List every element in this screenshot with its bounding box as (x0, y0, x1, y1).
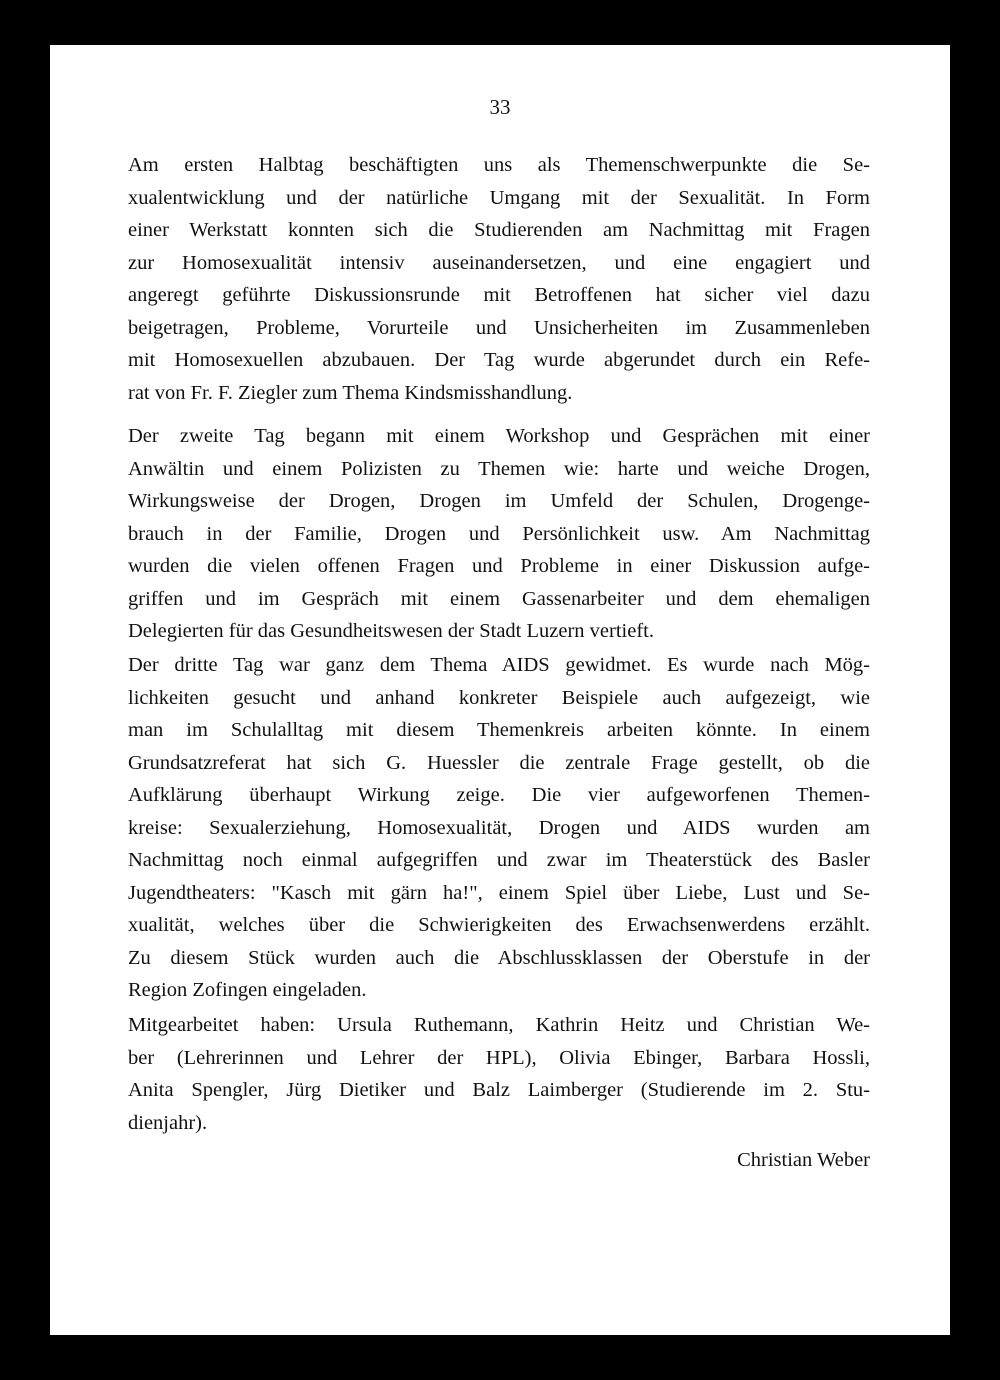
text-line: Grundsatzreferat hat sich G. Huessler die zentrale Frage gestellt, ob die (128, 751, 870, 774)
text-line: angeregt geführte Diskussionsrunde mit Betroffenen hat sicher viel dazu (128, 284, 870, 306)
text-line: lichkeiten gesucht und anhand konkreter Beispiele auch aufgezeigt, wie (128, 686, 870, 709)
text-line: man im Schulalltag mit diesem Themenkreis arbeiten könnte. In einem (128, 719, 870, 741)
text-line: Region Zofingen eingeladen. (128, 979, 367, 1001)
text-line: beigetragen, Probleme, Vorurteile und Unsicherheiten im Zusammenleben (128, 316, 870, 339)
text-line: Mitgearbeitet haben: Ursula Ruthemann, Kathrin Heitz und Christian We- (128, 1014, 870, 1036)
text-line: griffen und im Gespräch mit einem Gassenarbeiter und dem ehemaligen (128, 587, 870, 610)
paragraph-day-three (128, 649, 870, 1007)
paragraph-day-one (128, 149, 870, 409)
text-line: Delegierten für das Gesundheitswesen der Stadt Luzern vertieft. (128, 620, 654, 642)
text-line: xualität, welches über die Schwierigkeiten des Erwachsenwerdens erzählt. (128, 914, 870, 936)
text-line: rat von Fr. F. Ziegler zum Thema Kindsmisshandlung. (128, 381, 573, 404)
text-line: Anita Spengler, Jürg Dietiker und Balz Laimberger (Studierende im 2. Stu- (128, 1079, 870, 1101)
text-line: ber (Lehrerinnen und Lehrer der HPL), Olivia Ebinger, Barbara Hossli, (128, 1046, 870, 1069)
text-line: wurden die vielen offenen Fragen und Probleme in einer Diskussion aufge- (128, 555, 870, 577)
text-line: Nachmittag noch einmal aufgegriffen und zwar im Theaterstück des Basler (128, 849, 870, 871)
text-line: zur Homosexualität intensiv auseinandersetzen, und eine engagiert und (128, 251, 870, 274)
text-line: Aufklärung überhaupt Wirkung zeige. Die vier aufgeworfenen Themen- (128, 784, 870, 806)
text-line: Am ersten Halbtag beschäftigten uns als Themenschwerpunkte die Se- (128, 154, 870, 176)
text-line: mit Homosexuellen abzubauen. Der Tag wurde abgerundet durch ein Refe- (128, 349, 870, 371)
text-line: Anwältin und einem Polizisten zu Themen wie: harte und weiche Drogen, (128, 457, 870, 480)
document-page (50, 45, 950, 1335)
text-line: Der dritte Tag war ganz dem Thema AIDS gewidmet. Es wurde nach Mög- (128, 654, 870, 676)
text-line: brauch in der Familie, Drogen und Persönlichkeit usw. Am Nachmittag (128, 522, 870, 545)
text-line: Der zweite Tag begann mit einem Workshop und Gesprächen mit einer (128, 425, 870, 447)
text-line: dienjahr). (128, 1111, 208, 1134)
signature: Christian Weber (737, 1149, 870, 1171)
text-line: Jugendtheaters: "Kasch mit gärn ha!", einem Spiel über Liebe, Lust und Se- (128, 881, 870, 904)
page-number: 33 (489, 95, 511, 119)
text-line: Wirkungsweise der Drogen, Drogen im Umfeld der Schulen, Drogenge- (128, 490, 870, 512)
text-line: einer Werkstatt konnten sich die Studierenden am Nachmittag mit Fragen (128, 219, 870, 241)
paragraph-contributors (128, 1009, 870, 1139)
text-line: kreise: Sexualerziehung, Homosexualität, Drogen und AIDS wurden am (128, 816, 870, 839)
text-line: xualentwicklung und der natürliche Umgang mit der Sexualität. In Form (128, 186, 870, 209)
paragraph-day-two (128, 420, 870, 648)
text-line: Zu diesem Stück wurden auch die Abschlussklassen der Oberstufe in der (128, 946, 870, 969)
